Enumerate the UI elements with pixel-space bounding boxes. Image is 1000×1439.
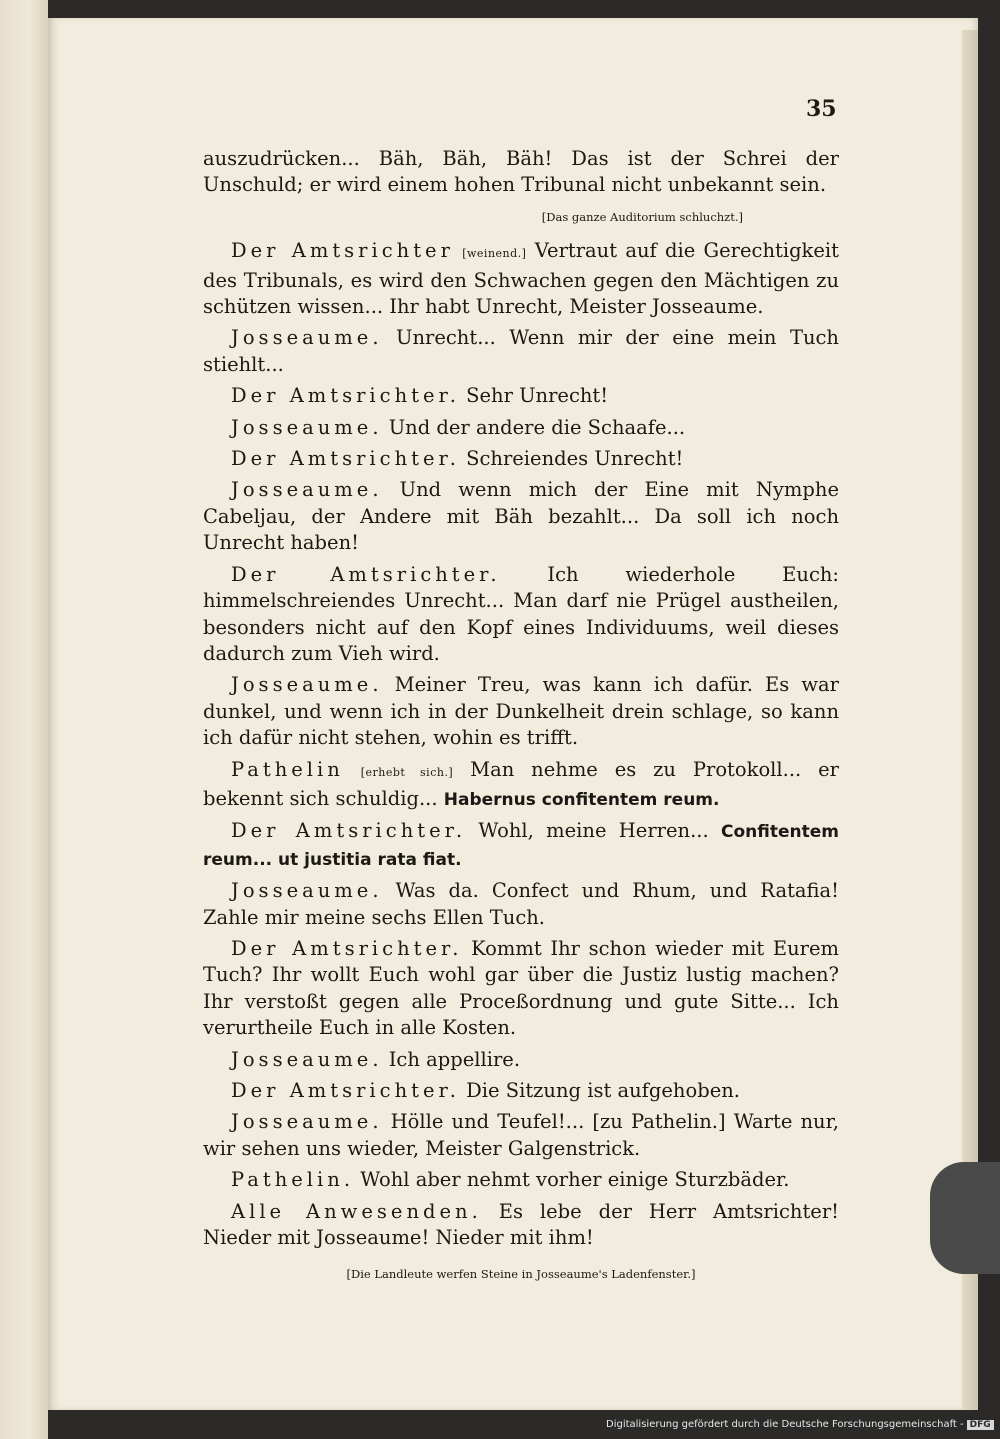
paragraph-4: Josseaume. Und der andere die Schaafe...: [231, 415, 686, 439]
speaker-name: Der Amtsrichter.: [231, 819, 467, 843]
paragraph-7: Der Amtsrichter. Ich wiederhole Euch: himmelschreiendes Unrecht... Man darf nie Prügel austheilen, besonders nicht auf den Kopf eines Individuums, weil dieses dadurch zum Vieh wird.: [203, 562, 840, 665]
paragraph-1: Der Amtsrichter [weinend.] Vertraut auf die Gerechtigkeit des Tribunals, es wird den Schwachen gegen den Mächtigen zu schützen wissen... Ihr habt Unrecht, Meister Josseaume.: [203, 239, 839, 319]
latin-phrase: Confitentem reum... ut justitia rata fiat.: [203, 822, 840, 870]
speaker-name: Pathelin: [231, 757, 344, 781]
speaker-name: Josseaume.: [231, 478, 383, 502]
paragraph-14: Der Amtsrichter. Die Sitzung ist aufgehoben.: [231, 1079, 741, 1102]
digitization-credit: [606, 1419, 994, 1430]
speaker-name: Der Amtsrichter.: [231, 1079, 460, 1102]
speaker-name: Der Amtsrichter.: [231, 384, 460, 408]
paragraph-15: Josseaume. Hölle und Teufel!... [zu Pathelin.] Warte nur, wir sehen uns wieder, Meister Galgenstrick.: [203, 1110, 839, 1160]
stage-direction-final: [Die Landleute werfen Steine in Josseaume's Ladenfenster.]: [346, 1267, 696, 1282]
stage-direction-inline: [erhebt sich.]: [360, 765, 454, 779]
paragraph-3: Der Amtsrichter. Sehr Unrecht!: [231, 384, 609, 408]
paragraph-5: Der Amtsrichter. Schreiendes Unrecht!: [231, 447, 684, 471]
stage-direction: [Das ganze Auditorium schluchzt.]: [541, 209, 743, 224]
page-text: [203, 146, 839, 1288]
paragraph-13: Josseaume. Ich appellire.: [231, 1047, 521, 1071]
latin-phrase: Habernus confitentem reum.: [443, 789, 720, 810]
speaker-name: Der Amtsrichter.: [231, 447, 460, 471]
credit-text: Digitalisierung gefördert durch die Deutsche Forschungsgemeinschaft -: [606, 1419, 964, 1430]
speaker-name: Der Amtsrichter.: [231, 936, 463, 960]
paragraph-9: Pathelin [erhebt sich.] Man nehme es zu Protokoll... er bekennt sich schuldig... Habernus confitentem reum.: [203, 757, 839, 810]
speaker-name: Pathelin.: [231, 1168, 355, 1192]
speaker-name: Alle Anwesenden.: [231, 1199, 482, 1223]
paragraph-0: auszudrücken... Bäh, Bäh, Bäh! Das ist der Schrei der Unschuld; er wird einem hohen Tribunal nicht unbekannt sein.: [203, 147, 839, 197]
speaker-name: Josseaume.: [231, 673, 383, 697]
speaker-name: Der Amtsrichter: [231, 239, 454, 263]
page-number: 35: [806, 96, 837, 122]
paragraph-2: Josseaume. Unrecht... Wenn mir der eine mein Tuch stiehlt...: [203, 326, 839, 376]
speaker-name: Josseaume.: [231, 326, 383, 350]
speaker-name: Josseaume.: [231, 1110, 383, 1134]
paragraph-8: Josseaume. Meiner Treu, was kann ich dafür. Es war dunkel, und wenn ich in der Dunkelheit drein schlage, so kann ich dafür nicht stehen, wohin es trifft.: [203, 673, 840, 750]
paragraph-11: Josseaume. Was da. Confect und Rhum, und Ratafia! Zahle mir meine sechs Ellen Tuch.: [203, 879, 839, 929]
paragraph-12: Der Amtsrichter. Kommt Ihr schon wieder mit Eurem Tuch? Ihr wollt Euch wohl gar über die Justiz lustig machen? Ihr verstoßt gegen alle Proceßordnung und gute Sitte... Ich verurtheile Euch in alle Kosten.: [203, 936, 839, 1040]
paragraph-17: Alle Anwesenden. Es lebe der Herr Amtsrichter! Nieder mit Josseaume! Nieder mit ihm!: [203, 1199, 840, 1250]
stage-direction-inline: [weinend.]: [462, 247, 527, 261]
paragraph-16: Pathelin. Wohl aber nehmt vorher einige Sturzbäder.: [231, 1168, 790, 1192]
speaker-name: Josseaume.: [231, 1047, 383, 1071]
speaker-name: Josseaume.: [231, 415, 383, 439]
speaker-name: Der Amtsrichter.: [231, 562, 501, 586]
speaker-name: Josseaume.: [231, 879, 383, 903]
scanner-thumb: [930, 1162, 1000, 1274]
paragraph-6: Josseaume. Und wenn mich der Eine mit Nymphe Cabeljau, der Andere mit Bäh bezahlt... Da soll ich noch Unrecht haben!: [203, 478, 839, 555]
dfg-logo: DFG: [967, 1420, 994, 1430]
previous-page-edge: [0, 0, 48, 1439]
paragraph-10: Der Amtsrichter. Wohl, meine Herren... Confitentem reum... ut justitia rata fiat.: [203, 819, 840, 870]
